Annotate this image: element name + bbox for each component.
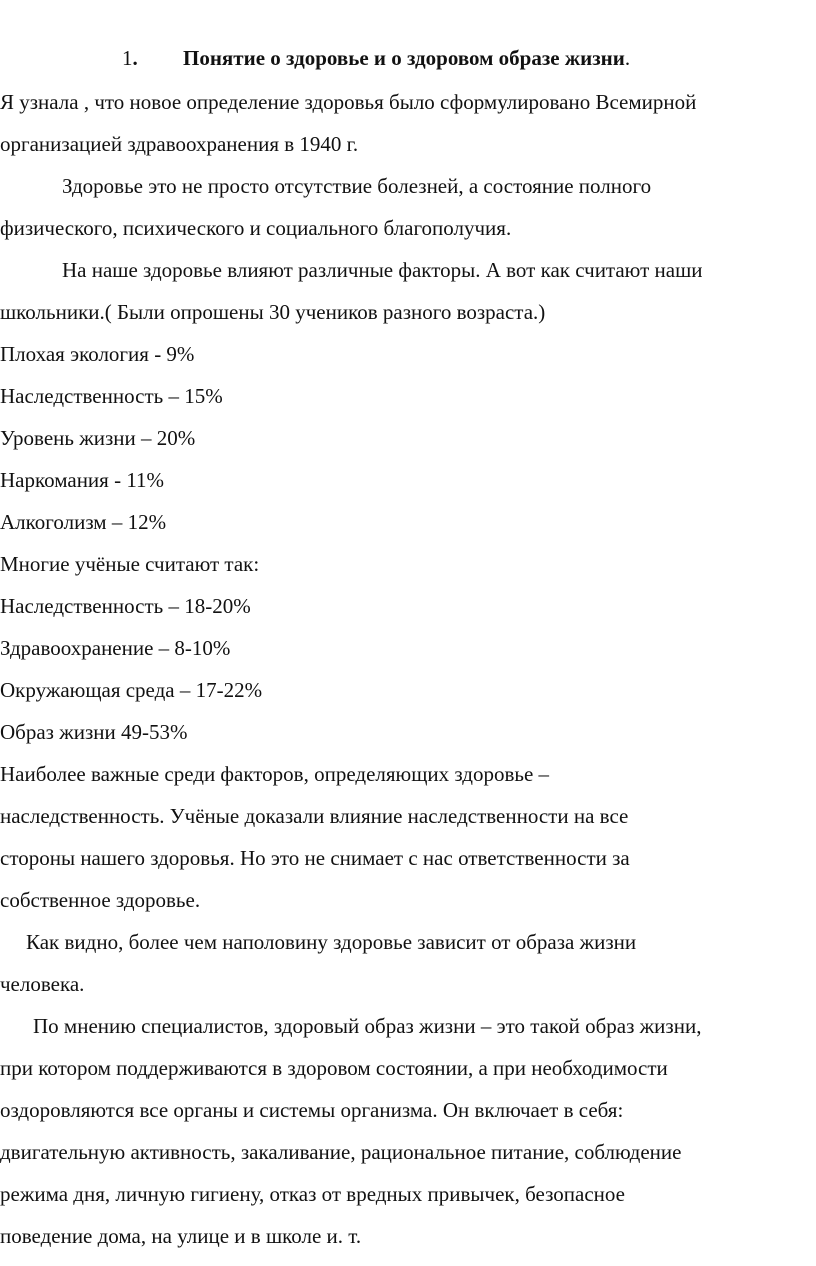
section-heading [0, 40, 816, 76]
paragraph-line: школьники.( Были опрошены 30 учеников разного возраста.) [0, 300, 546, 324]
heading-number: 1. [122, 46, 138, 70]
paragraph-line: поведение дома, на улице и в школе и. т. [0, 1224, 362, 1248]
survey-item: Уровень жизни – 20% [0, 426, 196, 450]
paragraph-line: собственное здоровье. [0, 888, 201, 912]
survey-item: Алкоголизм – 12% [0, 510, 167, 534]
paragraph-line: при котором поддерживаются в здоровом состоянии, а при необходимости [0, 1056, 668, 1080]
paragraph-line: организацией здравоохранения в 1940 г. [0, 132, 359, 156]
survey-item: Плохая экология - 9% [0, 342, 195, 366]
heading-title: Понятие о здоровье и о здоровом образе жизни. [183, 46, 631, 70]
scientists-item: Здравоохранение – 8-10% [0, 636, 231, 660]
survey-item: Наследственность – 15% [0, 384, 223, 408]
paragraph-line: двигательную активность, закаливание, рациональное питание, соблюдение [0, 1140, 682, 1164]
paragraph-line: физического, психического и социального благополучия. [0, 216, 512, 240]
survey-item: Наркомания - 11% [0, 468, 165, 492]
scientists-intro: Многие учёные считают так: [0, 552, 260, 576]
scientists-item: Наследственность – 18-20% [0, 594, 251, 618]
paragraph-line: режима дня, личную гигиену, отказ от вредных привычек, безопасное [0, 1182, 625, 1206]
paragraph-line: человека. [0, 972, 85, 996]
paragraph-line: На наше здоровье влияют различные факторы. А вот как считают наши [62, 258, 703, 282]
paragraph-line: Здоровье это не просто отсутствие болезней, а состояние полного [62, 174, 652, 198]
paragraph-line: наследственность. Учёные доказали влияние наследственности на все [0, 804, 629, 828]
paragraph-line: стороны нашего здоровья. Но это не снимает с нас ответственности за [0, 846, 630, 870]
scientists-item: Образ жизни 49-53% [0, 720, 188, 744]
paragraph-line: По мнению специалистов, здоровый образ жизни – это такой образ жизни, [33, 1014, 702, 1038]
paragraph-line: Как видно, более чем наполовину здоровье зависит от образа жизни [26, 930, 637, 954]
paragraph-line: Я узнала , что новое определение здоровья было сформулировано Всемирной [0, 90, 697, 114]
paragraph-line: оздоровляются все органы и системы организма. Он включает в себя: [0, 1098, 624, 1122]
scientists-item: Окружающая среда – 17-22% [0, 678, 263, 702]
paragraph-line: Наиболее важные среди факторов, определяющих здоровье – [0, 762, 550, 786]
